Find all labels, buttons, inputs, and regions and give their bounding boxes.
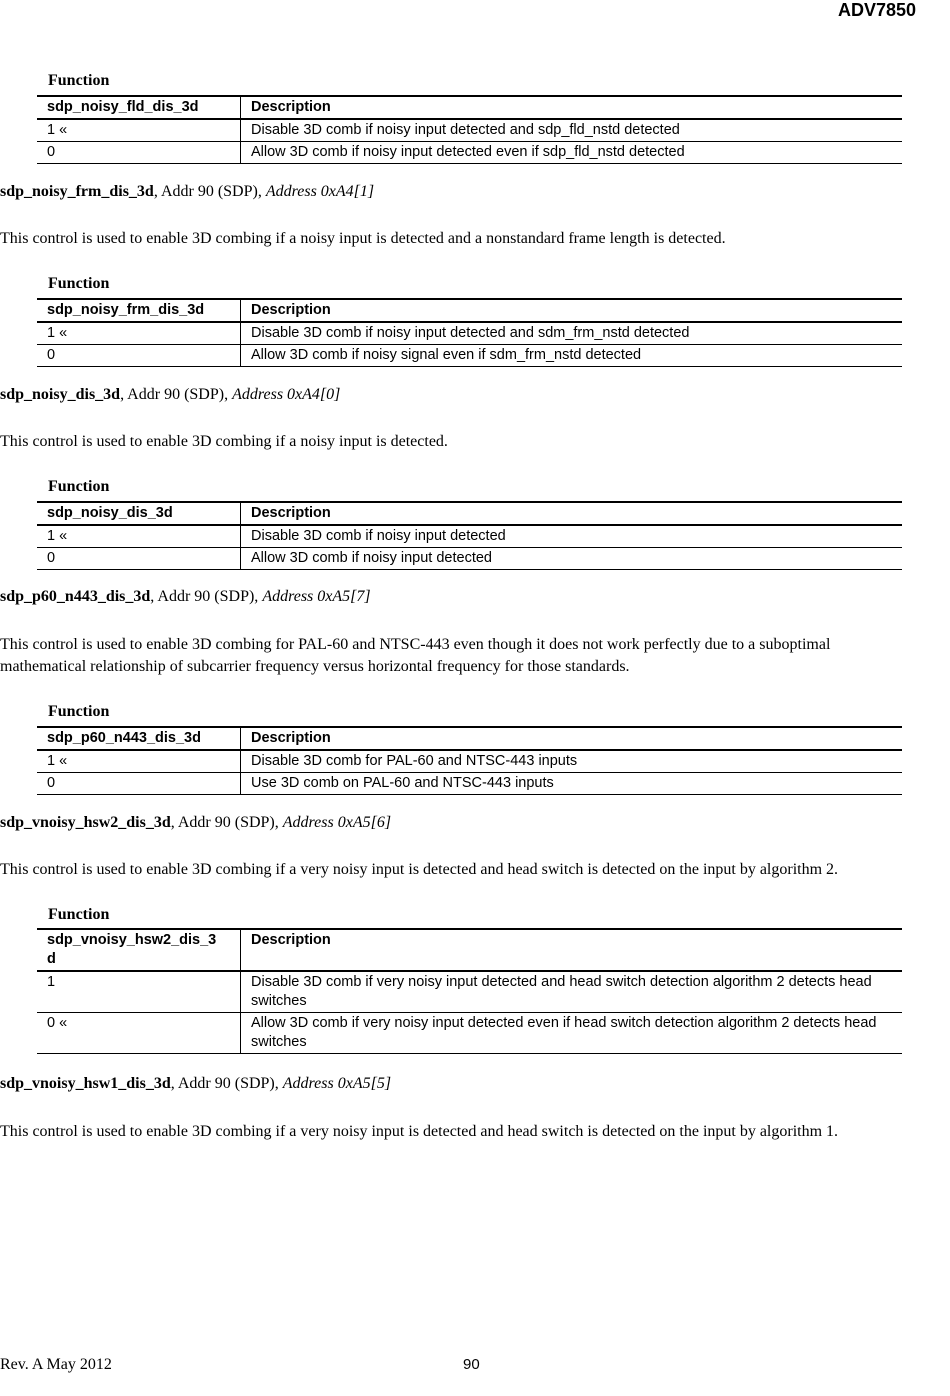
table-cell-description: Allow 3D comb if noisy signal even if sdm_frm_nstd detected	[241, 345, 903, 367]
function-table	[37, 298, 902, 367]
register-address: Address 0xA5[7]	[262, 588, 371, 605]
table-header-description: Description	[241, 929, 903, 971]
table-cell-value: 1 «	[37, 119, 241, 142]
table-cell-value: 1 «	[37, 322, 241, 345]
function-table	[37, 928, 902, 1054]
table-cell-value: 0 «	[37, 1013, 241, 1054]
register-addr: , Addr 90 (SDP),	[153, 183, 266, 200]
table-cell-value: 1 «	[37, 525, 241, 548]
table-cell-description: Allow 3D comb if very noisy input detected even if head switch detection algorithm 2 detects head switches	[241, 1013, 903, 1054]
table-cell-value: 0	[37, 142, 241, 164]
table-cell-description: Disable 3D comb if very noisy input detected and head switch detection algorithm 2 detects head switches	[241, 971, 903, 1013]
register-addr: , Addr 90 (SDP),	[170, 1075, 283, 1092]
table-cell-description: Disable 3D comb if noisy input detected and sdp_fld_nstd detected	[241, 119, 903, 142]
register-description: This control is used to enable 3D combing if a very noisy input is detected and head switch is detected on the input by algorithm 2.	[0, 861, 839, 878]
function-label: Function	[48, 703, 110, 720]
register-name: sdp_p60_n443_dis_3d	[0, 588, 151, 605]
table-header-name: sdp_noisy_dis_3d	[37, 502, 241, 525]
register-addr: , Addr 90 (SDP),	[120, 386, 233, 403]
register-address: Address 0xA5[6]	[282, 814, 392, 831]
register-heading	[0, 588, 371, 606]
register-description: This control is used to enable 3D combing if a very noisy input is detected and head switch is detected on the input by algorithm 1.	[0, 1123, 839, 1140]
register-description: This control is used to enable 3D combing if a noisy input is detected and a nonstandard frame length is detected.	[0, 230, 726, 247]
register-address: Address 0xA5[5]	[282, 1075, 392, 1092]
table-cell-description: Use 3D comb on PAL-60 and NTSC-443 inputs	[241, 773, 903, 795]
table-cell-description: Disable 3D comb if noisy input detected and sdm_frm_nstd detected	[241, 322, 903, 345]
register-heading	[0, 386, 340, 404]
register-name: sdp_vnoisy_hsw2_dis_3d	[0, 814, 171, 831]
function-table	[37, 95, 902, 164]
register-heading	[0, 1075, 391, 1093]
table-header-name: sdp_vnoisy_hsw2_dis_3 d	[37, 929, 241, 971]
register-heading	[0, 814, 391, 832]
register-name: sdp_noisy_dis_3d	[0, 386, 121, 403]
table-cell-value: 1	[37, 971, 241, 1013]
function-table	[37, 501, 902, 570]
table-header-name: sdp_noisy_frm_dis_3d	[37, 299, 241, 322]
register-name: sdp_vnoisy_hsw1_dis_3d	[0, 1075, 171, 1092]
register-address: Address 0xA4[0]	[232, 386, 341, 403]
footer-page-number: 90	[463, 1356, 480, 1373]
register-description: This control is used to enable 3D combing for PAL-60 and NTSC-443 even though it does not work perfectly due to a suboptimal mathematical relationship of subcarrier frequency versus horizontal frequency for those standards.	[0, 636, 831, 675]
table-header-description: Description	[241, 727, 903, 750]
register-name: sdp_noisy_frm_dis_3d	[0, 183, 154, 200]
register-addr: , Addr 90 (SDP),	[170, 814, 283, 831]
table-cell-description: Disable 3D comb for PAL-60 and NTSC-443 inputs	[241, 750, 903, 773]
table-header-name: sdp_p60_n443_dis_3d	[37, 727, 241, 750]
document-header-title: ADV7850	[837, 0, 916, 20]
table-cell-value: 1 «	[37, 750, 241, 773]
register-address: Address 0xA4[1]	[265, 183, 375, 200]
function-label: Function	[48, 906, 110, 923]
footer-revision: Rev. A May 2012	[0, 1356, 112, 1373]
table-header-description: Description	[241, 502, 903, 525]
table-cell-value: 0	[37, 345, 241, 367]
table-cell-value: 0	[37, 773, 241, 795]
function-label: Function	[48, 275, 110, 292]
table-cell-description: Allow 3D comb if noisy input detected	[241, 548, 903, 570]
register-description: This control is used to enable 3D combing if a noisy input is detected.	[0, 433, 448, 450]
register-addr: , Addr 90 (SDP),	[150, 588, 263, 605]
table-header-description: Description	[241, 96, 903, 119]
function-label: Function	[48, 478, 110, 495]
table-cell-description: Disable 3D comb if noisy input detected	[241, 525, 903, 548]
table-cell-description: Allow 3D comb if noisy input detected even if sdp_fld_nstd detected	[241, 142, 903, 164]
function-table	[37, 726, 902, 795]
table-cell-value: 0	[37, 548, 241, 570]
table-header-name: sdp_noisy_fld_dis_3d	[37, 96, 241, 119]
function-label: Function	[48, 72, 110, 89]
register-heading	[0, 183, 374, 201]
table-header-description: Description	[241, 299, 903, 322]
